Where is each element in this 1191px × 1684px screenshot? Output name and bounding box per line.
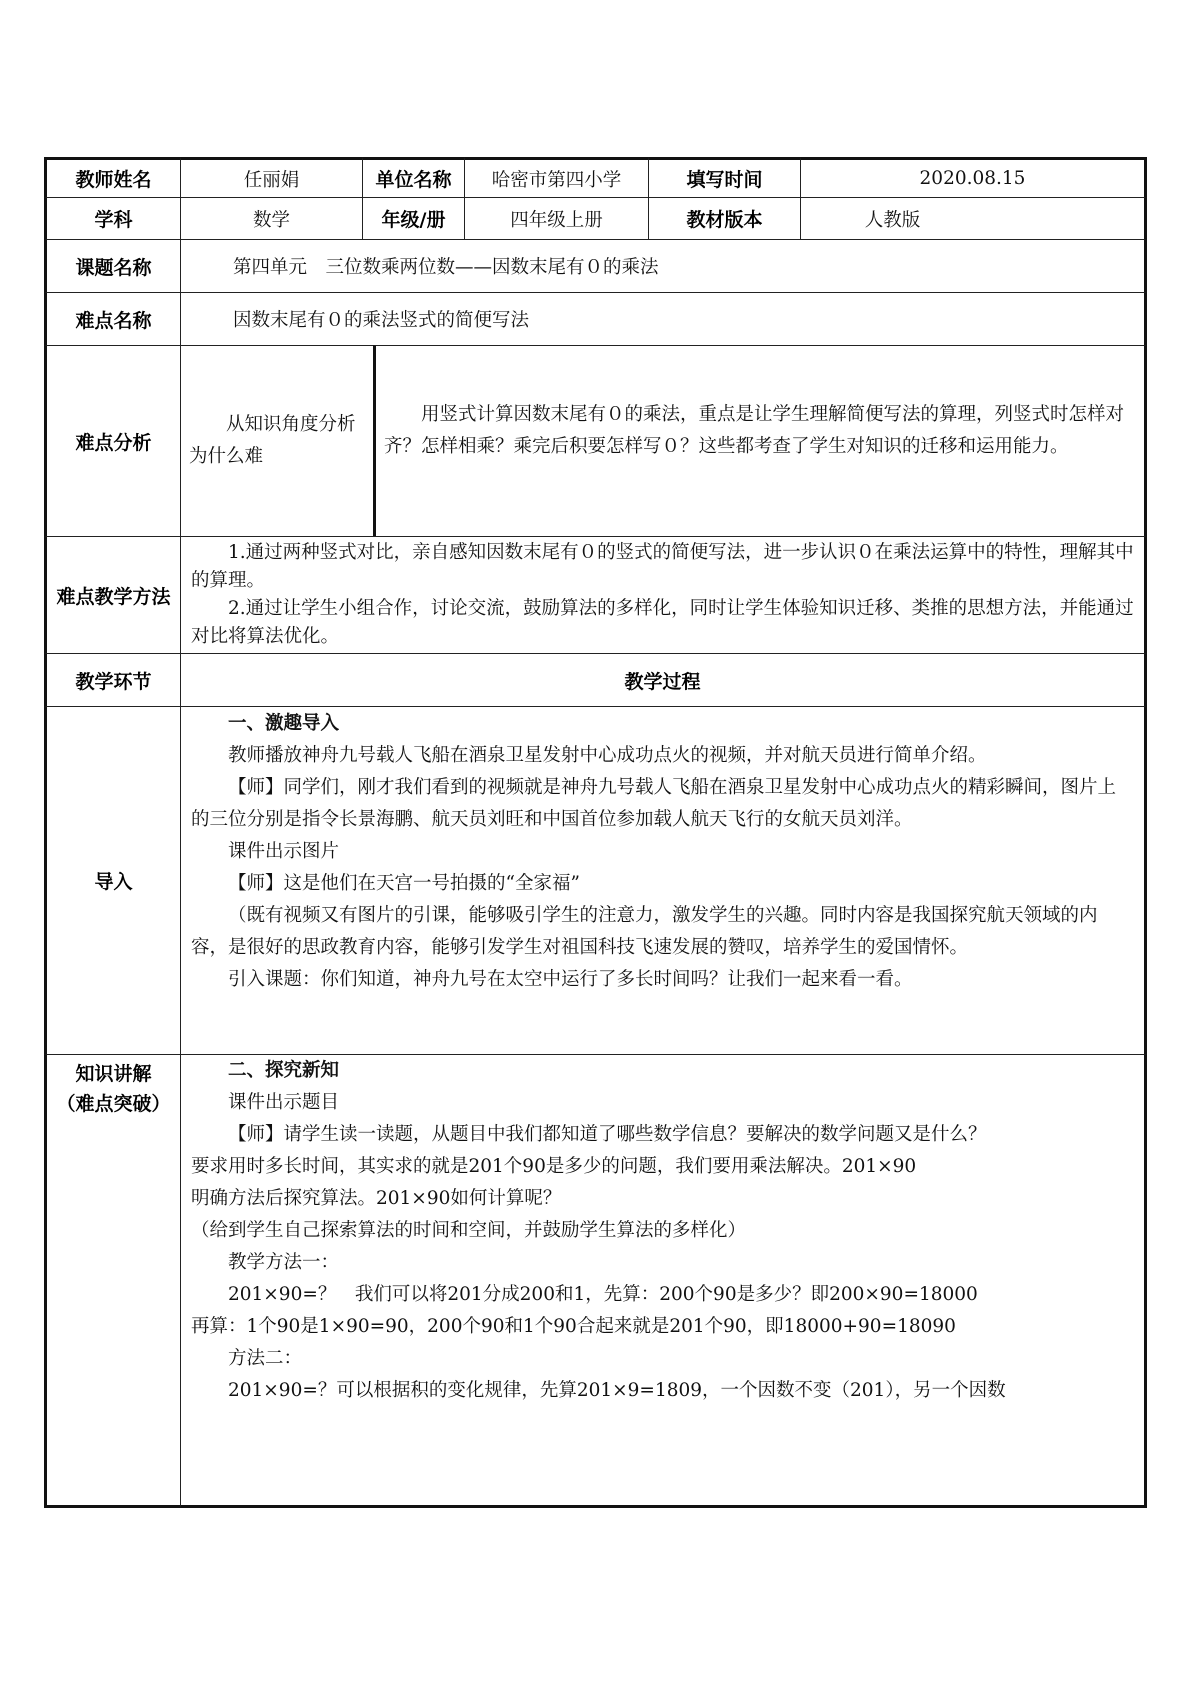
date-value: 2020.08.15 — [800, 157, 1147, 198]
knowledge-p4: 明确方法后探究算法。201×90如何计算呢？ — [191, 1188, 562, 1209]
unit-value: 哈密市第四小学 — [464, 157, 649, 198]
knowledge-label-line2: （难点突破） — [56, 1093, 171, 1115]
grade-value: 四年级上册 — [464, 197, 649, 240]
analysis-label: 难点分析 — [44, 345, 181, 537]
knowledge-p3: 要求用时多长时间，其实求的就是201个90是多少的问题，我们要用乘法解决。201×90 — [191, 1156, 917, 1177]
method-label: 难点教学方法 — [44, 536, 181, 654]
knowledge-p1: 课件出示题目 — [228, 1092, 340, 1113]
analysis-text-cell — [373, 345, 1147, 537]
subject-value: 数学 — [180, 197, 363, 240]
knowledge-label-line1: 知识讲解 — [75, 1063, 152, 1085]
intro-p2: 【师】同学们，刚才我们看到的视频就是神舟九号载人飞船在酒泉卫星发射中心成功点火的精彩瞬间，图片上的三位分别是指令长景海鹏、航天员刘旺和中国首位参加载人航天飞行的女航天员刘洋。 — [191, 777, 1117, 830]
date-label: 填写时间 — [648, 157, 801, 198]
difficulty-value: 因数末尾有０的乘法竖式的简便写法 — [180, 292, 1147, 346]
method-p2: 2.通过让学生小组合作，讨论交流，鼓励算法的多样化，同时让学生体验知识迁移、类推的思想方法，并能通过对比将算法优化。 — [191, 598, 1134, 647]
intro-p4: 【师】这是他们在天宫一号拍摄的“全家福” — [228, 873, 580, 894]
intro-p5: （既有视频又有图片的引课，能够吸引学生的注意力，激发学生的兴趣。同时内容是我国探究航天领域的内容，是很好的思政教育内容，能够引发学生对祖国科技飞速发展的赞叹，培养学生的爱国情怀。 — [191, 905, 1098, 958]
knowledge-cell — [180, 1054, 1147, 1508]
intro-p6: 引入课题：你们知道，神舟九号在太空中运行了多长时间吗？让我们一起来看一看。 — [228, 969, 913, 990]
knowledge-p7: 201×90=？ 我们可以将201分成200和1，先算：200个90是多少？即200×90=18000 — [228, 1284, 978, 1305]
analysis-sublabel: 从知识角度分析为什么难 — [189, 414, 356, 467]
difficulty-label: 难点名称 — [44, 292, 181, 346]
teacher-label: 教师姓名 — [44, 157, 181, 198]
knowledge-p8: 再算：1个90是1×90=90，200个90和1个90合起来就是201个90，即18000+90=18090 — [191, 1316, 956, 1337]
knowledge-p2: 【师】请学生读一读题，从题目中我们都知道了哪些数学信息？要解决的数学问题又是什么？ — [228, 1124, 987, 1145]
stage-header: 教学环节 — [44, 653, 181, 707]
teacher-value: 任丽娟 — [180, 157, 363, 198]
method-cell — [180, 536, 1147, 654]
unit-label: 单位名称 — [362, 157, 465, 198]
topic-label: 课题名称 — [44, 239, 181, 293]
knowledge-p5: （给到学生自己探索算法的时间和空间，并鼓励学生算法的多样化） — [191, 1220, 747, 1241]
edition-label: 教材版本 — [648, 197, 801, 240]
subject-label: 学科 — [44, 197, 181, 240]
knowledge-title: 二、探究新知 — [228, 1060, 340, 1081]
intro-p3: 课件出示图片 — [228, 841, 340, 862]
knowledge-p9: 方法二： — [228, 1348, 303, 1369]
knowledge-p6: 教学方法一： — [228, 1252, 340, 1273]
lesson-plan-table — [44, 157, 1147, 1508]
grade-label: 年级/册 — [362, 197, 465, 240]
edition-value: 人教版 — [800, 197, 1147, 240]
knowledge-p10: 201×90=？可以根据积的变化规律，先算201×9=1809，一个因数不变（201），另一个因数 — [228, 1380, 1006, 1401]
intro-title: 一、激趣导入 — [228, 713, 340, 734]
intro-label: 导入 — [44, 706, 181, 1055]
intro-cell — [180, 706, 1147, 1055]
method-p1: 1.通过两种竖式对比，亲自感知因数末尾有０的竖式的简便写法，进一步认识０在乘法运算中的特性，理解其中的算理。 — [191, 542, 1134, 591]
topic-value: 第四单元 三位数乘两位数——因数末尾有０的乘法 — [180, 239, 1147, 293]
process-header: 教学过程 — [180, 653, 1147, 707]
intro-p1: 教师播放神舟九号载人飞船在酒泉卫星发射中心成功点火的视频，并对航天员进行简单介绍。 — [228, 745, 987, 766]
knowledge-label-cell — [44, 1054, 181, 1508]
analysis-text: 用竖式计算因数末尾有０的乘法，重点是让学生理解简便写法的算理，列竖式时怎样对齐？怎样相乘？乘完后积要怎样写０？这些都考查了学生对知识的迁移和运用能力。 — [384, 404, 1125, 457]
analysis-sublabel-cell — [180, 345, 374, 537]
